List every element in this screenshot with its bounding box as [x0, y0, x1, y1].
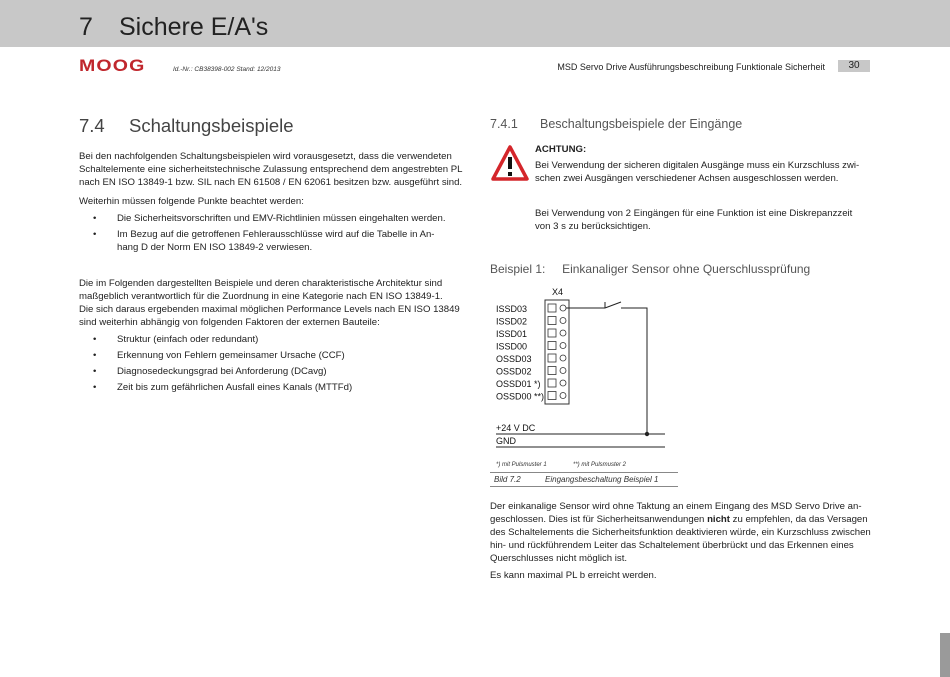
bullet-text: Die Sicherheitsvorschriften und EMV-Richtlinien müssen eingehalten werden. [117, 213, 446, 224]
bullet-text: Zeit bis zum gefährlichen Ausfall eines Kanals (MTTFd) [117, 382, 353, 393]
description-line: Der einkanalige Sensor wird ohne Taktung an einem Eingang des MSD Servo Drive an- [490, 501, 862, 512]
bullet-text: Struktur (einfach oder redundant) [117, 334, 259, 345]
paragraph-line: Die sich daraus ergebenden maximal möglichen Performance Levels nach EN ISO 13849 [79, 304, 460, 315]
pin-label: OSSD01 *) [496, 379, 541, 389]
bullet-text: Im Bezug auf die getroffenen Fehlerausschlüsse wird auf die Tabelle in An- [117, 229, 435, 240]
points-intro: Weiterhin müssen folgende Punkte beachtet werden: [79, 196, 304, 207]
footnote: **) mit Pulsmuster 2 [573, 462, 627, 468]
figure-caption: Eingangsbeschaltung Beispiel 1 [545, 475, 659, 484]
divider [490, 486, 678, 487]
chapter-number: 7 [79, 13, 93, 41]
pin-label: ISSD02 [496, 316, 528, 327]
warning-line: Bei Verwendung der sicheren digitalen Ausgänge muss ein Kurzschluss zwi- [535, 160, 860, 171]
chapter-title: Sichere E/A's [119, 13, 269, 41]
bullet-dot: • [93, 366, 97, 377]
bullet-text: Erkennung von Fehlern gemeinsamer Ursache (CCF) [117, 350, 345, 361]
intro-line: Schaltelemente eine sicherheitstechnische Zulassung entsprechend dem angestrebten PL [79, 164, 463, 175]
subsection-title: Beschaltungsbeispiele der Eingänge [540, 117, 743, 131]
supply-label: +24 V DC [496, 423, 536, 433]
example-title: Einkanaliger Sensor ohne Querschlussprüfung [562, 262, 811, 276]
description-line: des Schaltelements die Sicherheitsfunktion deaktivieren würde, ein Kurzschluss zwischen [490, 527, 871, 538]
bullet-dot: • [93, 350, 97, 361]
bullet-dot: • [93, 334, 97, 345]
connector-label: X4 [552, 287, 564, 297]
note-line: von 3 s zu berücksichtigen. [535, 221, 651, 232]
bullet-text: Diagnosedeckungsgrad bei Anforderung (DCavg) [117, 366, 327, 377]
pin-label: ISSD01 [496, 329, 528, 339]
paragraph-line: sind weiterhin abhängig von folgenden Faktoren der externen Bauteile: [79, 317, 380, 328]
architecture-paragraph [79, 277, 460, 329]
figure-label: Bild 7.2 [494, 475, 521, 484]
description-text: zu empfehlen, da das Versagen [729, 514, 868, 525]
warning-triangle-icon [491, 145, 529, 181]
pin-label: OSSD02 [496, 366, 532, 377]
description-text: geschlossen. Dies ist für Sicherheitsanwendungen [490, 514, 708, 525]
page-number: 30 [838, 60, 870, 72]
terminal-block [545, 300, 569, 404]
circuit-diagram [490, 284, 680, 460]
pin-label: OSSD03 [496, 354, 532, 364]
example-heading [490, 262, 810, 276]
subsection-number: 7.4.1 [490, 117, 518, 131]
sensor-description [490, 500, 871, 565]
description-line: Querschlusses nicht möglich ist. [490, 553, 628, 564]
intro-line: Bei den nachfolgenden Schaltungsbeispielen wird vorausgesetzt, dass die verwendeten [79, 151, 452, 162]
intro-paragraph [79, 150, 462, 189]
pin-label: ISSD03 [496, 304, 528, 314]
description-line: hin- und rückführendem Leiter das Schaltelement überbrückt und das Erkennen eines [490, 540, 854, 551]
ground-label: GND [496, 436, 516, 446]
bullet-text: hang D der Norm EN ISO 13849-2 verwiesen. [117, 242, 313, 253]
example-label: Beispiel 1: [490, 262, 546, 276]
bullet-dot: • [93, 382, 97, 393]
document-id: Id.-Nr.: CB38398-002 Stand: 12/2013 [173, 66, 281, 73]
warning-title: ACHTUNG: [535, 144, 587, 155]
pin-label: ISSD00 [496, 341, 528, 352]
page-edge-tab [940, 633, 950, 677]
supply-wire [621, 308, 647, 434]
warning-line: schen zwei Ausgängen verschiedener Achsen ausgeschlossen werden. [535, 173, 839, 184]
section-title: Schaltungsbeispiele [129, 115, 294, 136]
emphasis-text: nicht [707, 514, 730, 525]
paragraph-line: maßgeblich verantwortlich für die Zuordnung in eine Kategorie nach EN ISO 13849-1. [79, 291, 443, 302]
intro-line: nach EN ISO 13849-1 bzw. SIL nach EN 61508 / EN 62061 besitzen bzw. ausgeführt sind. [79, 177, 463, 188]
performance-level-note: Es kann maximal PL b erreicht werden. [490, 570, 657, 581]
moog-logo: MOOG [79, 56, 146, 75]
note-line: Bei Verwendung von 2 Eingängen für eine Funktion ist eine Diskrepanzzeit [535, 208, 853, 219]
pin-label: OSSD00 **) [496, 391, 545, 402]
sensor-switch [605, 302, 621, 308]
bullet-dot: • [93, 213, 97, 224]
discrepancy-note [535, 207, 852, 233]
section-number: 7.4 [79, 115, 105, 136]
footnote: *) mit Pulsmuster 1 [496, 462, 547, 468]
description-line [490, 513, 871, 526]
bullet-dot: • [93, 229, 97, 240]
divider [490, 472, 678, 473]
document-title: MSD Servo Drive Ausführungsbeschreibung Funktionale Sicherheit [557, 62, 825, 72]
warning-text [535, 159, 859, 185]
paragraph-line: Die im Folgenden dargestellten Beispiele und deren charakteristische Architektur sind [79, 278, 443, 289]
